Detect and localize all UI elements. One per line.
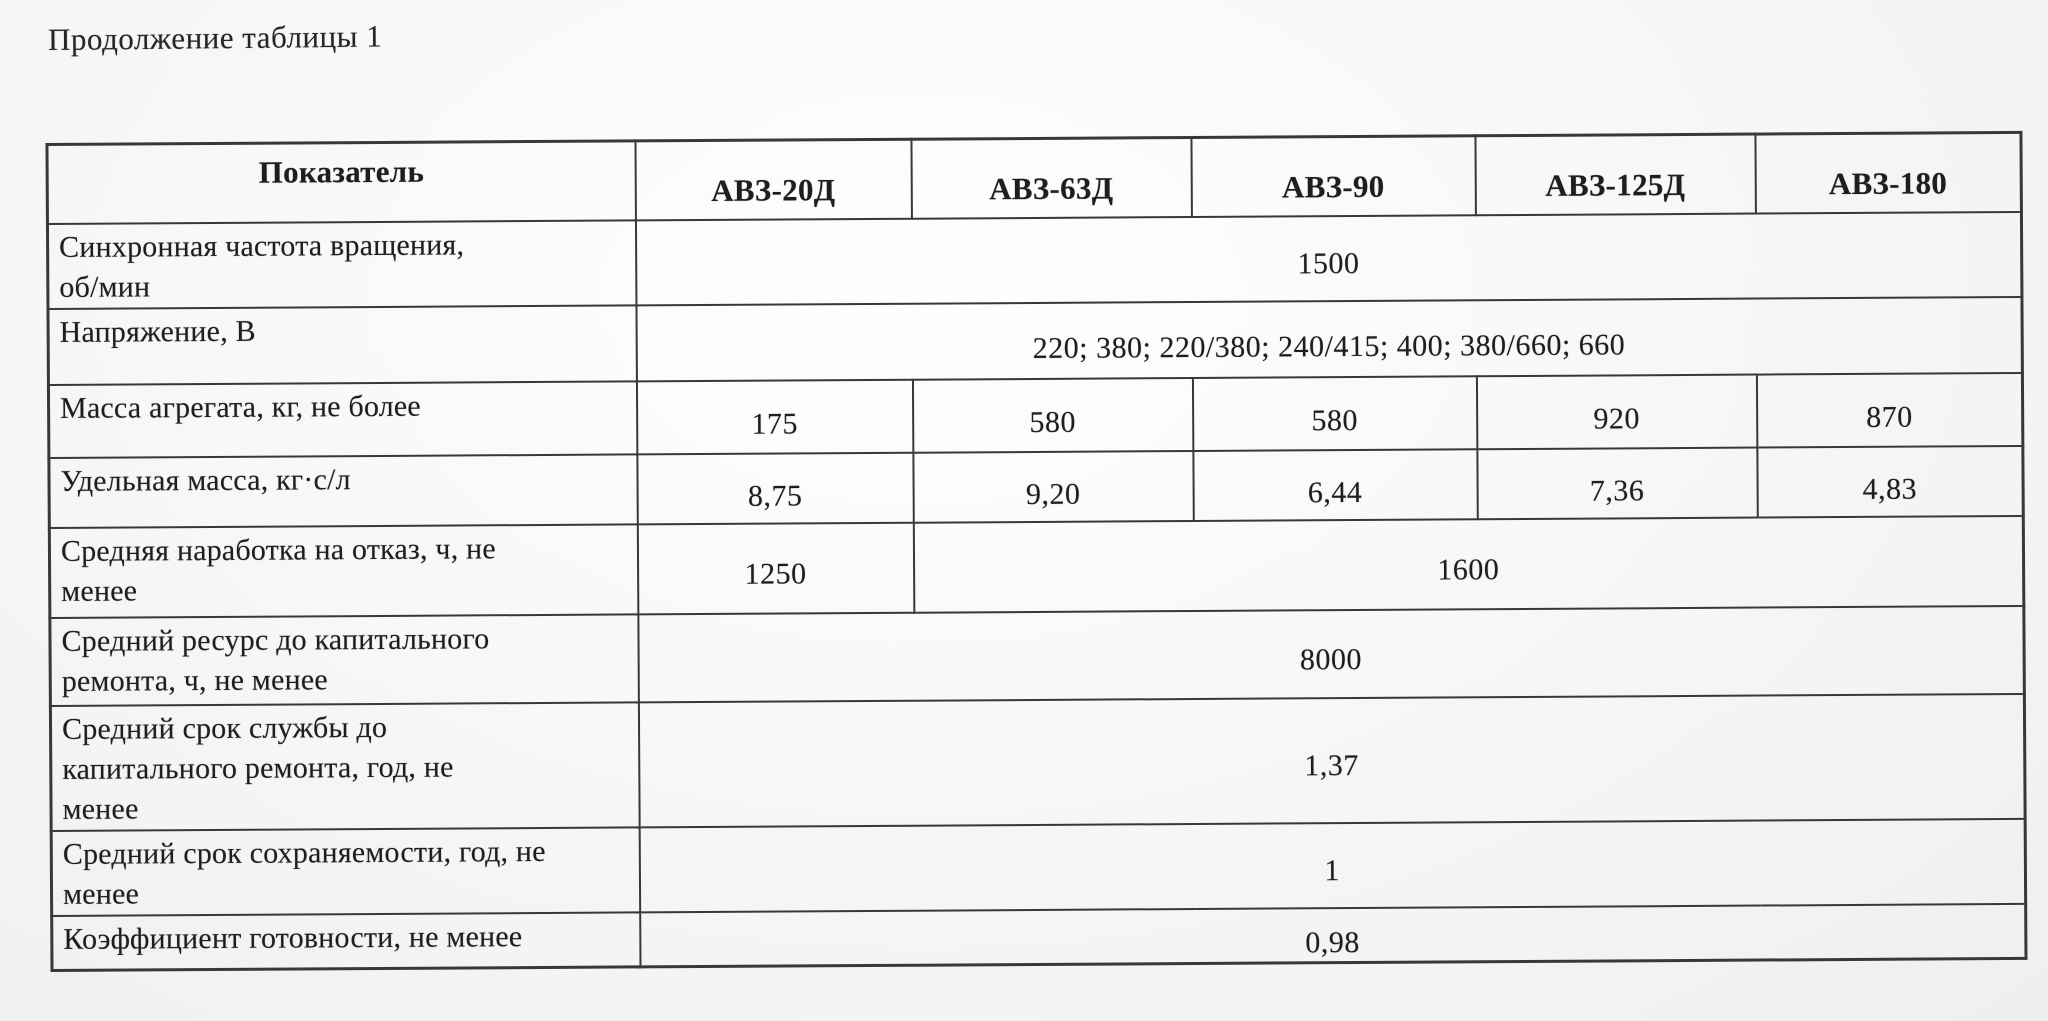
- merged-value: 1500: [635, 211, 2021, 304]
- cell-value: 7,36: [1477, 447, 1757, 519]
- table-row-specific-mass: [49, 445, 2023, 527]
- column-header-model-avz63d: АВЗ-63Д: [911, 138, 1191, 219]
- row-label: Средний ресурс до капитального ремонта, ч, не менее: [50, 614, 639, 706]
- column-header-model-avz90: АВЗ-90: [1191, 136, 1475, 217]
- specs-table: [45, 131, 2027, 972]
- cell-value: 1250: [637, 522, 914, 614]
- row-label: Коэффициент готовности, не менее: [52, 912, 640, 971]
- cell-value: 580: [912, 378, 1192, 453]
- cell-value: 920: [1476, 374, 1756, 449]
- cell-value: 6,44: [1193, 449, 1477, 521]
- table-row-voltage: [48, 296, 2022, 384]
- table-row-mtbf: [49, 515, 2024, 617]
- merged-value: 0,98: [640, 903, 2026, 966]
- cell-value: 580: [1192, 376, 1476, 451]
- table-row-sync-speed: [47, 211, 2021, 308]
- row-label: Средний срок службы до капитального ремонта, год, не менее: [50, 702, 639, 831]
- table-row-service-life: [50, 693, 2025, 830]
- table-row-unit-mass: [48, 372, 2022, 457]
- merged-value: 1: [639, 818, 2025, 911]
- table-row-shelf-life: [51, 818, 2025, 915]
- row-label: Напряжение, В: [48, 305, 636, 385]
- column-header-model-avz125d: АВЗ-125Д: [1475, 134, 1755, 215]
- row-label: Синхронная частота вращения, об/мин: [47, 220, 636, 309]
- column-header-model-avz180: АВЗ-180: [1755, 132, 2021, 213]
- document-title: Продолжение таблицы 1: [47, 18, 383, 57]
- header-row: [47, 132, 2021, 223]
- column-header-indicator: Показатель: [47, 141, 635, 224]
- cell-value: 8,75: [637, 452, 913, 524]
- row-label: Масса агрегата, кг, не более: [48, 381, 636, 458]
- row-label: Средняя наработка на отказ, ч, не менее: [49, 524, 638, 618]
- cell-value: 870: [1756, 372, 2022, 447]
- row-label: Средний срок сохраняемости, год, не менее: [51, 827, 640, 916]
- column-header-model-avz20d: АВЗ-20Д: [635, 139, 911, 220]
- table-row-availability-factor: [52, 903, 2026, 970]
- merged-value: 220; 380; 220/380; 240/415; 400; 380/660; 660: [636, 296, 2022, 380]
- row-label: Удельная масса, кг·с/л: [49, 454, 637, 528]
- table-row-overhaul-resource: [50, 605, 2025, 705]
- cell-value: 4,83: [1757, 445, 2023, 517]
- cell-value: 175: [636, 379, 912, 454]
- merged-value: 8000: [638, 605, 2025, 701]
- cell-value: 9,20: [913, 451, 1193, 523]
- merged-value: 1,37: [638, 693, 2025, 826]
- merged-value: 1600: [913, 515, 2024, 612]
